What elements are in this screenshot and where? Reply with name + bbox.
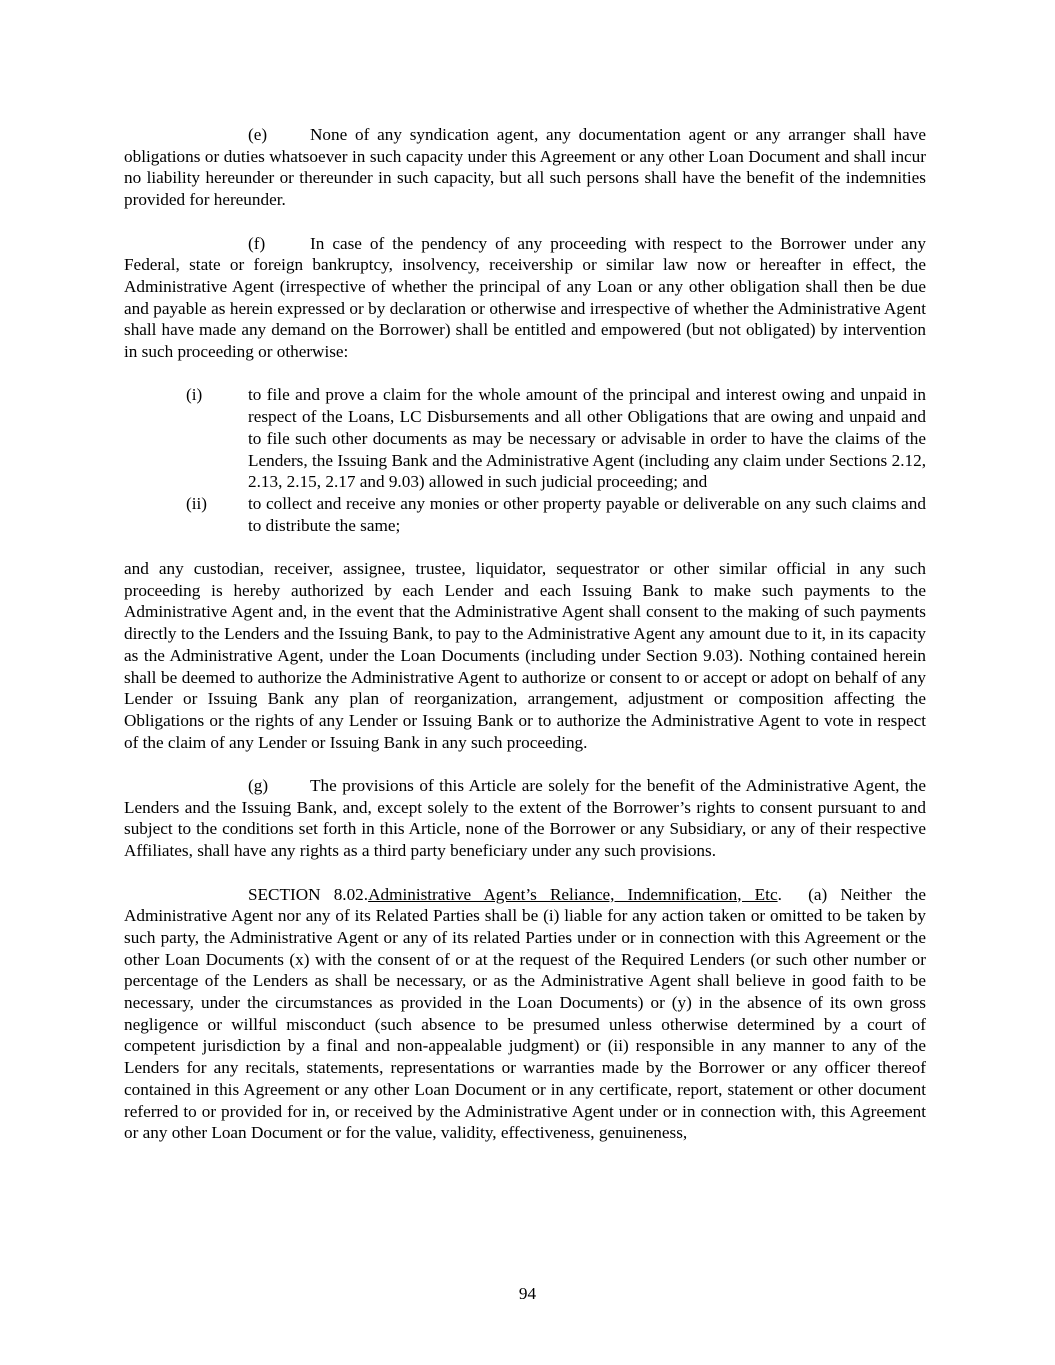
section-heading: Administrative Agent’s Reliance, Indemnification, Etc [368,884,778,904]
section-8-02 [124,884,926,1144]
page-number: 94 [518,1284,537,1303]
list-item-ii [124,493,926,536]
paragraph-f [124,233,926,363]
paragraph-f-text: In case of the pendency of any proceeding with respect to the Borrower under any Federal, state or foreign bankruptcy, insolvency, receivership or similar law now or hereafter in effect, the Administrative Agent (irrespective of whether the principal of any Loan or any other obligation shall then be due and payable as herein expressed or by declaration or otherwise and irrespective of whether the Administrative Agent shall have made any demand on the Borrower) shall be entitled and empowered (but not obligated) by intervention in such proceeding or otherwise: [124,233,926,362]
list-text-i: to file and prove a claim for the whole amount of the principal and interest owing and unpaid in respect of the Loans, LC Disbursements and all other Obligations that are owing and unpaid and to file such other documents as may be necessary or advisable in order to have the claims of the Lenders, the Issuing Bank and the Administrative Agent (including any claim under Sections 2.12, 2.13, 2.15, 2.17 and 9.03) allowed in such judicial proceeding; and [248,385,926,492]
document-page [124,124,926,1166]
paragraph-g-text: The provisions of this Article are solely for the benefit of the Administrative Agent, the Lenders and the Issuing Bank, and, except solely to the extent of the Borrower’s rights to consent pursuant to and subject to the conditions set forth in this Article, none of the Borrower or any Subsidiary, or any of their respective Affiliates, shall have any rights as a third party beneficiary under any such provisions. [124,776,926,861]
list-text-ii: to collect and receive any monies or other property payable or deliverable on any such claims and to distribute the same; [248,493,926,535]
paragraph-f-label: (f) [248,233,266,253]
list-marker-ii: (ii) [186,493,207,513]
list-marker-i: (i) [186,385,203,405]
list-item-i [124,384,926,493]
paragraph-e [124,124,926,211]
paragraph-f-continued: and any custodian, receiver, assignee, trustee, liquidator, sequestrator or other similar official in any such proceeding is hereby authorized by each Lender and each Issuing Bank to make such payments to the Administrative Agent and, in the event that the Administrative Agent shall consent to the making of such payments directly to the Lenders and the Issuing Bank, to pay to the Administrative Agent any amount due to it, in its capacity as the Administrative Agent, under the Loan Documents (including under Section 9.03). Nothing contained herein shall be deemed to authorize the Administrative Agent to authorize or consent to or accept or adopt on behalf of any Lender or Issuing Bank any plan of reorganization, arrangement, adjustment or composition affecting the Obligations or the rights of any Lender or Issuing Bank or to authorize the Administrative Agent to vote in respect of the claim of any Lender or Issuing Bank in any such proceeding. [124,559,926,752]
paragraph-g-label: (g) [248,776,269,796]
paragraph-e-text: None of any syndication agent, any documentation agent or any arranger shall have obligations or duties whatsoever in such capacity under this Agreement or any other Loan Document and shall incur no liability hereunder or thereunder in such capacity, but all such persons shall have the benefit of the indemnities provided for hereunder. [124,125,926,210]
section-heading-end: . [777,884,782,904]
section-number: SECTION 8.02. [248,884,369,904]
section-text: (a) Neither the Administrative Agent nor any of its Related Parties shall be (i) liable for any action taken or omitted to be taken by such party, the Administrative Agent or any of its related Parties under or in connection with this Agreement or the other Loan Documents (x) with the consent of or at the request of the Required Lenders (or such other number or percentage of the Lenders as shall be necessary, or as the Administrative Agent shall believe in good faith to be necessary, under the circumstances as provided in the Loan Documents) or (y) in the absence of its own gross negligence or willful misconduct (such absence to be presumed unless otherwise determined by a court of competent jurisdiction by a final and non-appealable judgment) or (ii) responsible in any manner to any of the Lenders for any recitals, statements, representations or warranties made by the Borrower or any officer thereof contained in this Agreement or any other Loan Document or in any certificate, report, statement or other document referred to or provided for in, or received by the Administrative Agent under or in connection with, this Agreement or any other Loan Document or for the value, validity, effectiveness, genuineness, [124,884,926,1143]
paragraph-e-label: (e) [248,125,268,144]
paragraph-g [124,775,926,862]
paragraph-f-list [124,384,926,536]
